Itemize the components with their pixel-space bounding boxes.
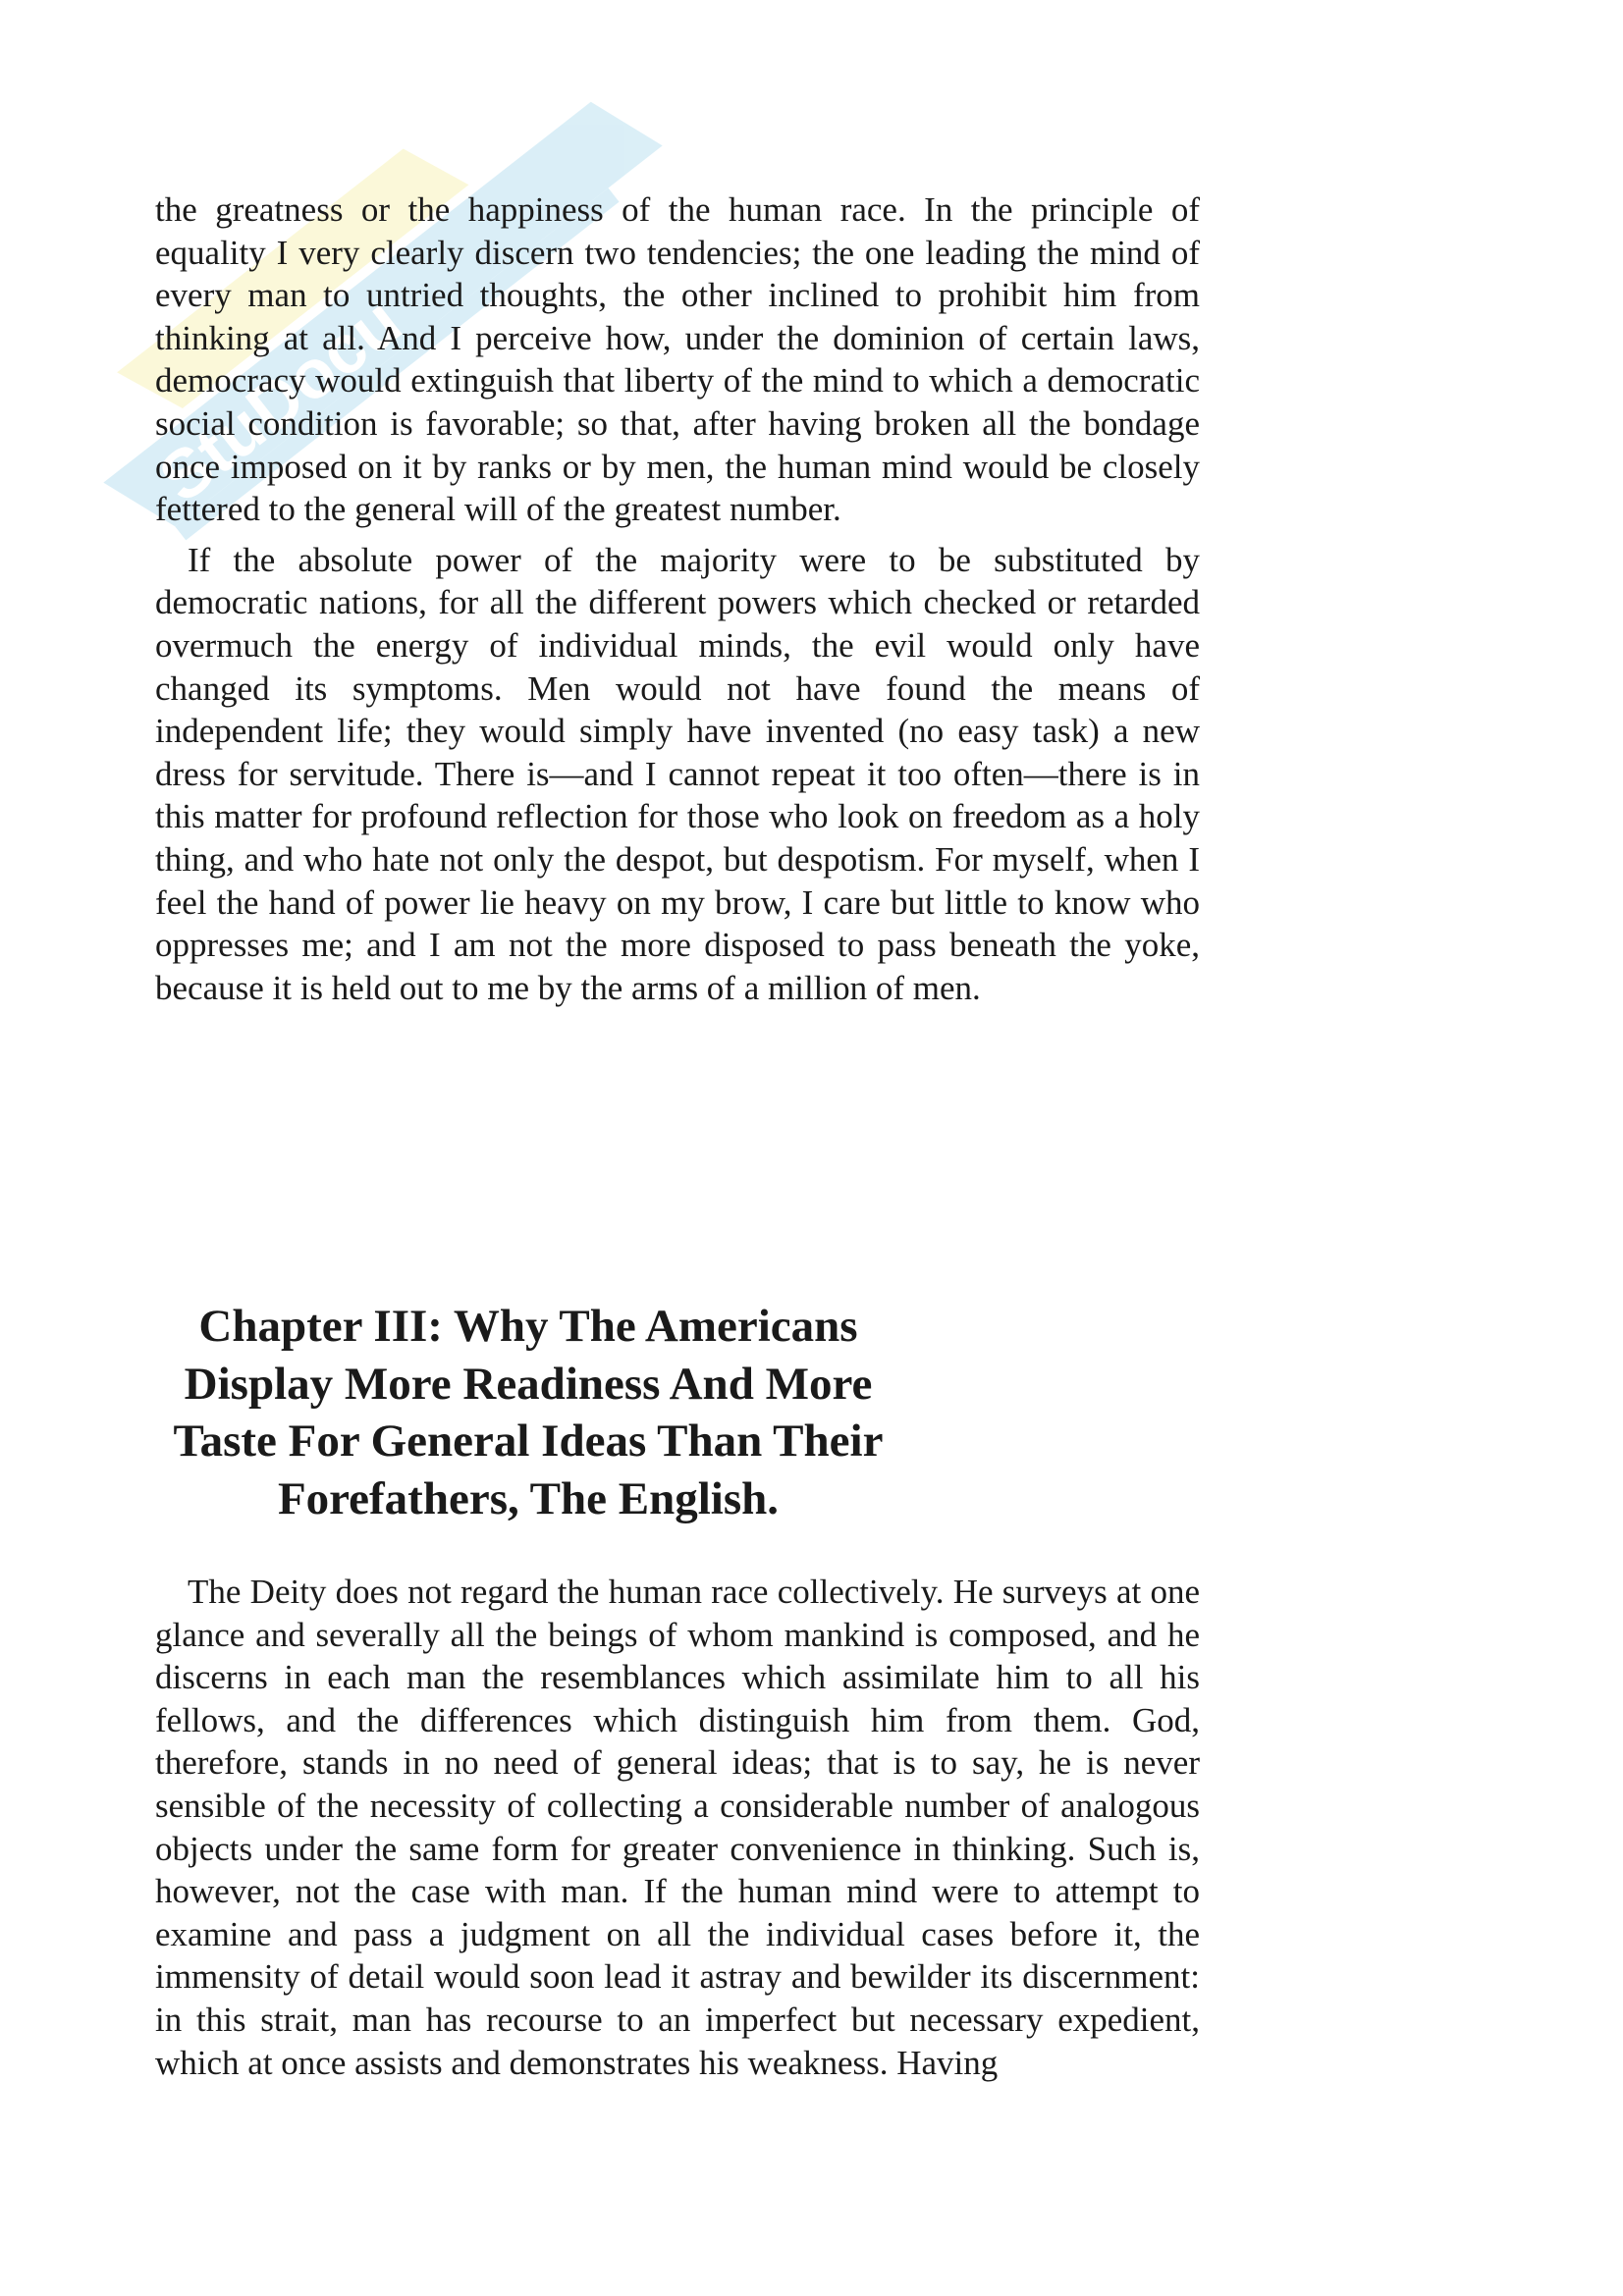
- chapter-title: Chapter III: Why The Americans Display More Readiness And More Taste For General Ideas Than Their Forefathers, The English.: [173, 1301, 884, 1524]
- paragraph-1: the greatness or the happiness of the human race. In the principle of equality I very clearly discern two tendencies; the one leading the mind of every man to untried thoughts, the other inclined to prohibit him from thinking at all. And I perceive how, under the dominion of certain laws, democracy would extinguish that liberty of the mind to which a democratic social condition is favorable; so that, after having broken all the bondage once imposed on it by ranks or by men, the human mind would be closely fettered to the general will of the greatest number.: [155, 190, 1200, 529]
- page-body-top: [155, 188, 1200, 1009]
- page-body-bottom: [155, 1571, 1200, 2084]
- paragraph-3: The Deity does not regard the human race collectively. He surveys at one glance and severally all the beings of whom mankind is composed, and he discerns in each man the resemblances which assimilate him to all his fellows, and the differences which distinguish him from them. God, therefore, stands in no need of general ideas; that is to say, he is never sensible of the necessity of collecting a considerable number of analogous objects under the same form for greater convenience in thinking. Such is, however, not the case with man. If the human mind were to attempt to examine and pass a judgment on all the individual cases before it, the immensity of detail would soon lead it astray and bewilder its discernment: in this strait, man has recourse to an imperfect but necessary expedient, which at once assists and demonstrates his weakness. Having: [155, 1573, 1200, 2082]
- paragraph-2: If the absolute power of the majority were to be substituted by democratic nations, for all the different powers which checked or retarded overmuch the energy of individual minds, the evil would only have changed its symptoms. Men would not have found the means of independent life; they would simply have invented (no easy task) a new dress for servitude. There is—and I cannot repeat it too often—there is in this matter for profound reflection for those who look on freedom as a holy thing, and who hate not only the despot, but despotism. For myself, when I feel the hand of power lie heavy on my brow, I care but little to know who oppresses me; and I am not the more disposed to pass beneath the yoke, because it is held out to me by the arms of a million of men.: [155, 540, 1200, 1007]
- watermark-text: StuDocu: [144, 282, 415, 517]
